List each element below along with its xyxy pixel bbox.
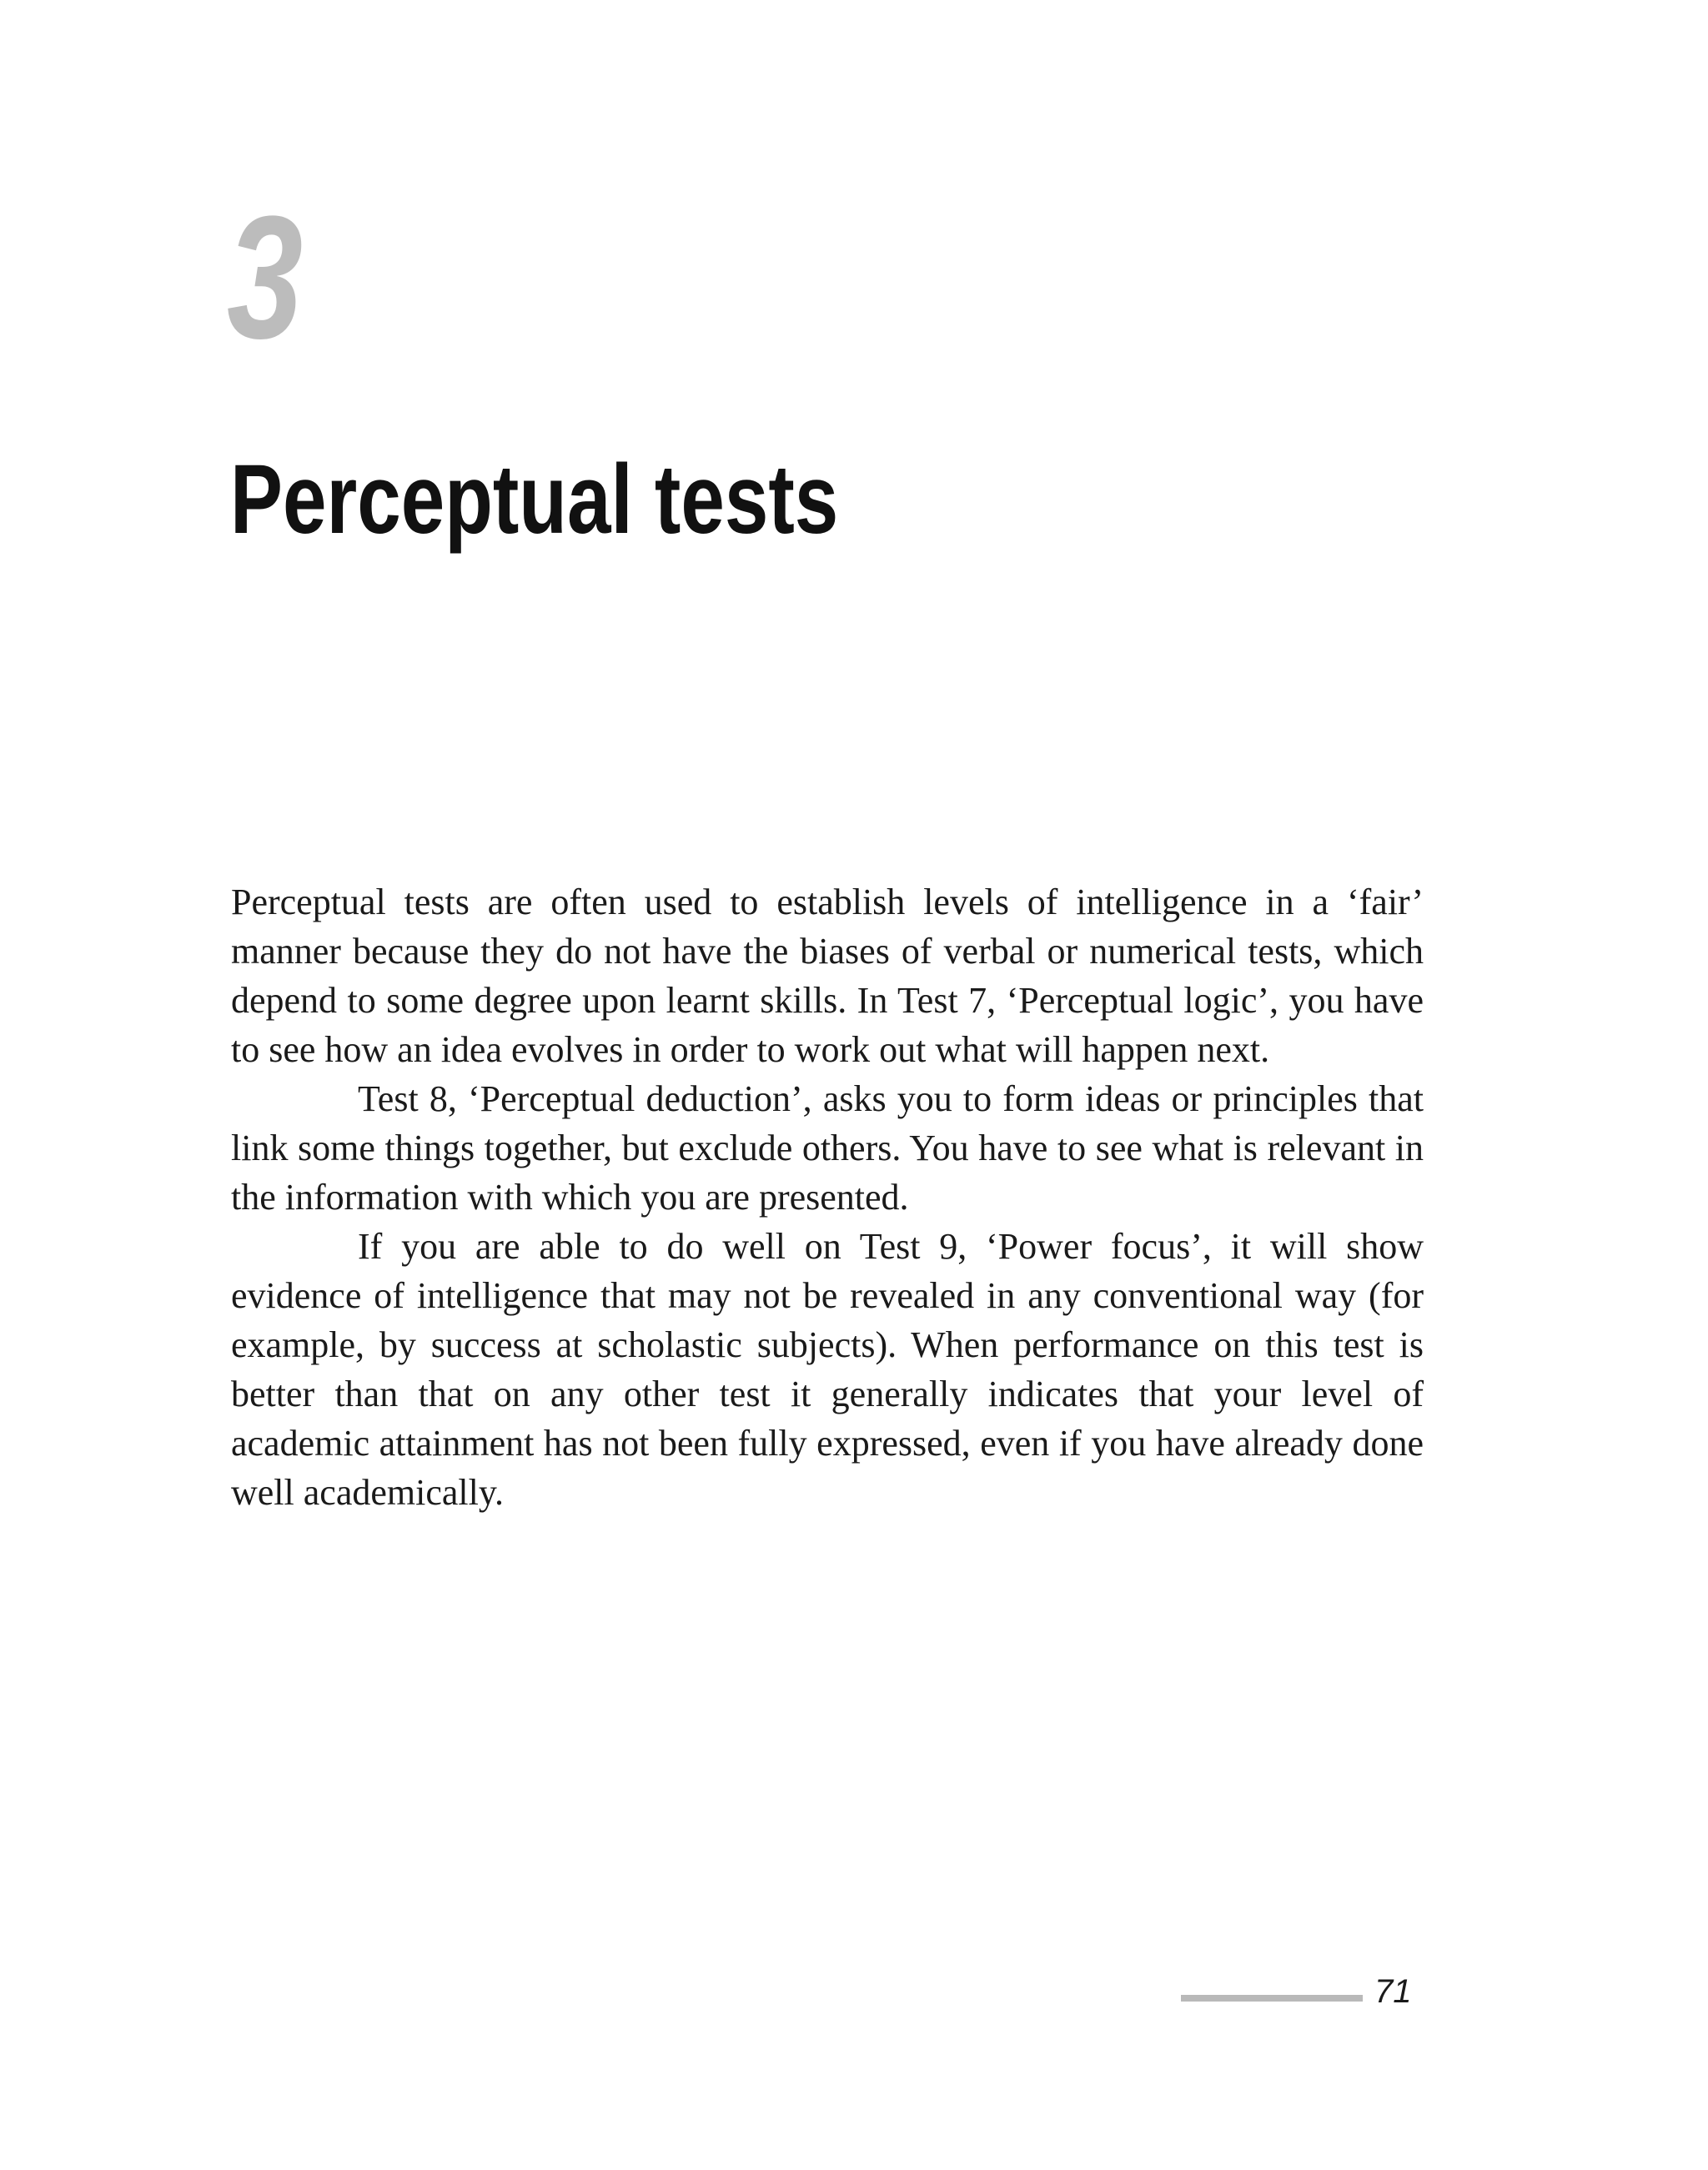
folio-rule bbox=[1181, 1995, 1363, 2002]
paragraph-intro: Perceptual tests are often used to establish levels of intelligence in a ‘fair’ manner because they do not have the biases of verbal or numerical tests, which depend to some degree upon learnt skills. In Test 7, ‘Perceptual logic’, you have to see how an idea evolves in order to work out what will happen next. bbox=[231, 882, 1424, 1070]
chapter-number: 3 bbox=[227, 179, 302, 375]
body-text bbox=[231, 877, 1424, 1517]
page-number: 71 bbox=[1374, 1973, 1412, 2010]
chapter-title: Perceptual tests bbox=[230, 445, 839, 555]
paragraph-test-9: If you are able to do well on Test 9, ‘Power focus’, it will show evidence of intelligence that may not be revealed in any conventional way (for example, by success at scholastic subjects). When performance on this test is better than that on any other test it generally indicates that your level of academic attainment has not been fully expressed, even if you have already done well academically. bbox=[231, 1226, 1424, 1513]
paragraph-test-8: Test 8, ‘Perceptual deduction’, asks you to form ideas or principles that link some things together, but exclude others. You have to see what is relevant in the information with which you are presented. bbox=[231, 1078, 1424, 1218]
